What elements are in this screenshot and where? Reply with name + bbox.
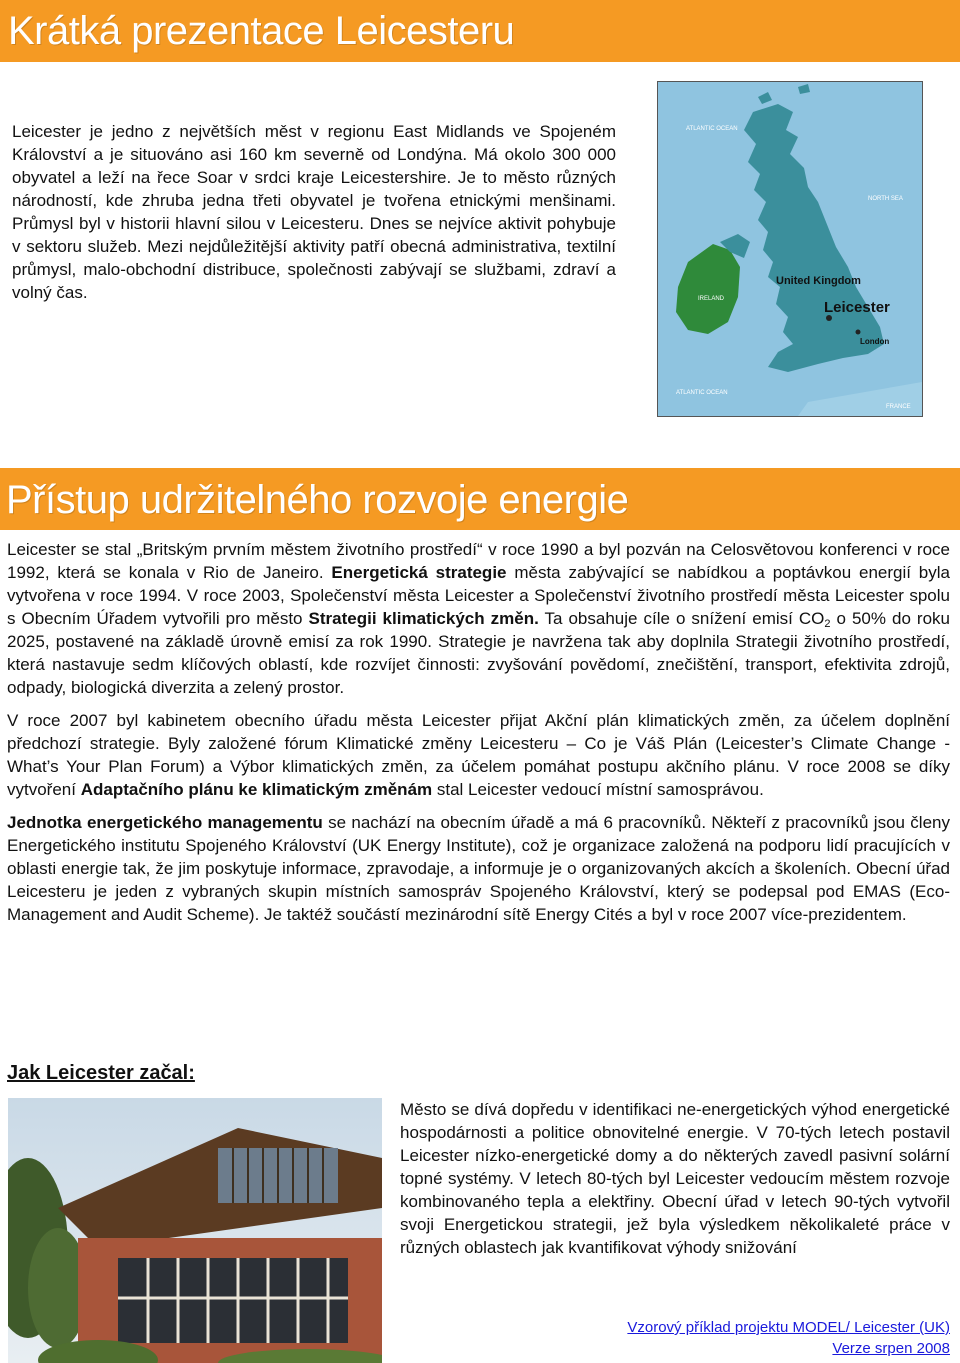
how-started-paragraph: [400, 1098, 950, 1259]
section-title-banner: Přístup udržitelného rozvoje energie: [0, 468, 960, 530]
label-north-sea: NORTH SEA: [868, 196, 903, 202]
text-run: Ta obsahuje cíle o snížení emisí CO: [538, 609, 825, 628]
energy-section: [7, 538, 950, 936]
energy-paragraph-3: [7, 811, 950, 926]
label-ireland: IRELAND: [698, 296, 725, 302]
energy-paragraph-2: [7, 709, 950, 801]
energy-paragraph-1: [7, 538, 950, 699]
building-photo-graphic: [8, 1098, 382, 1363]
page-title-banner: Krátká prezentace Leicesteru: [0, 0, 960, 62]
bold-climate-strategy: Strategii klimatických změn.: [308, 609, 539, 628]
label-france: FRANCE: [886, 404, 911, 410]
co2-subscript: 2: [824, 618, 831, 630]
text-run: města zabývající se nabídkou a poptávkou energií byla vytvořena v roce 1994. V roce 2003, Společenství města Leicester a Společenství životního prostředí města Leicester spolu s Obecním Úřadem vytvořili pro město: [7, 563, 950, 628]
uk-map: [657, 81, 923, 417]
footer-version[interactable]: Verze srpen 2008: [832, 1340, 950, 1357]
building-photo: [8, 1098, 382, 1363]
intro-text: Leicester je jedno z největších měst v regionu East Midlands ve Spojeném Království a je situováno asi 160 km severně od Londýna. Má okolo 300 000 obyvatel a leží na řece Soar v srdci kraje Leicestershire. Je to město různých národností, kde zhruba jedna třeti obyvatel je tvořena etnickými menšinami. Průmysl byl v historii hlavní silou v Leicesteru. Dnes se nejvíce aktivit pohybuje v sektoru služeb. Mezi nejdůležitější aktivity patří obecná administrativa, textilní průmysl, malo-obchodní distribuce, společnosti zabývají se službami, zdraví a volný čas.: [12, 122, 616, 302]
footer-project-link[interactable]: Vzorový příklad projektu MODEL/ Leicester (UK): [627, 1319, 950, 1336]
text-run: se nachází na obecním úřadě a má 6 pracovníků. Někteří z pracovníků jsou členy Energetického institutu Spojeného Království (UK Energy Institute), což je organizace založená na podporu lidí pracujících v oblasti energie tak, že jim poskytuje informace, zpravodaje, a informuje je o organizovaných akcích a školeních. Obecní úřad Leicesteru je jeden z vybraných skupin místních samospráv Spojeného Království, který se podepsal pod EMAS (Eco-Management and Audit Scheme). Je taktéž součástí mezinárodní sítě Energy Cités a byl v roce 2007 více-prezidentem.: [7, 813, 950, 924]
label-united-kingdom: United Kingdom: [776, 275, 861, 287]
how-started-text: Město se dívá dopředu v identifikaci ne-energetických výhod energetické hospodárnosti a politice obnovitelné energie. V 70-tých letech postavil Leicester nízko-energetické domy a do některých zavedl pasivní solární topné systémy. V letech 80-tých byl Leicester vedoucím městem rozvoje kombinovaného tepla a elektřiny. Obecní úřad v letech 90-tých vytvořil svoji Energetickou strategii, jež byla výsledkem několikaleté práce v různých oblastech jak kvantifikovat výhody snižování: [400, 1100, 950, 1257]
text-run: o 50% do roku 2025, postavené na základě úrovně emisí za rok 1990. Strategie je navržena tak aby doplnila Strategii životního prostředí, která nastavuje sedm klíčových oblastí, kde rozvíjet činnosti: zvyšování povědomí, znečištění, transport, efektivita zdrojů, odpady, biologická diverzita a zelený prostor.: [7, 609, 950, 697]
bold-adaptation-plan: Adaptačního plánu ke klimatickým změnám: [80, 780, 433, 799]
text-run: V roce 2007 byl kabinetem obecního úřadu města Leicester přijat Akční plán klimatických změn, za účelem doplnění předchozí strategie. Byly založené fórum Klimatické změny Leicesteru – Co je Váš Plán (Leicester’s Climate Change - What’s Your Plan Forum) a Výbor klimatických změn, za účelem pomáhat postupu akčního plánu. V roce 2008 se díky vytvoření: [7, 711, 950, 799]
intro-paragraph: [12, 120, 616, 304]
bold-energy-unit: Jednotka energetického managementu: [7, 813, 323, 832]
bold-energy-strategy: Energetická strategie: [331, 563, 507, 582]
label-atlantic-bottom: ATLANTIC OCEAN: [676, 390, 728, 396]
label-leicester: Leicester: [824, 299, 890, 316]
text-run: stal Leicester vedoucí místní samosprávou.: [432, 780, 764, 799]
text-run: Leicester se stal „Britským prvním městem životního prostředí“ v roce 1990 a byl pozván na Celosvětovou konferenci v roce 1992, která se konala v Rio de Janeiro.: [7, 540, 950, 582]
uk-map-graphic: [658, 82, 922, 416]
label-atlantic-top: ATLANTIC OCEAN: [686, 126, 738, 132]
label-london: London: [860, 337, 890, 346]
section-heading-how-started: Jak Leicester začal:: [7, 1062, 195, 1084]
